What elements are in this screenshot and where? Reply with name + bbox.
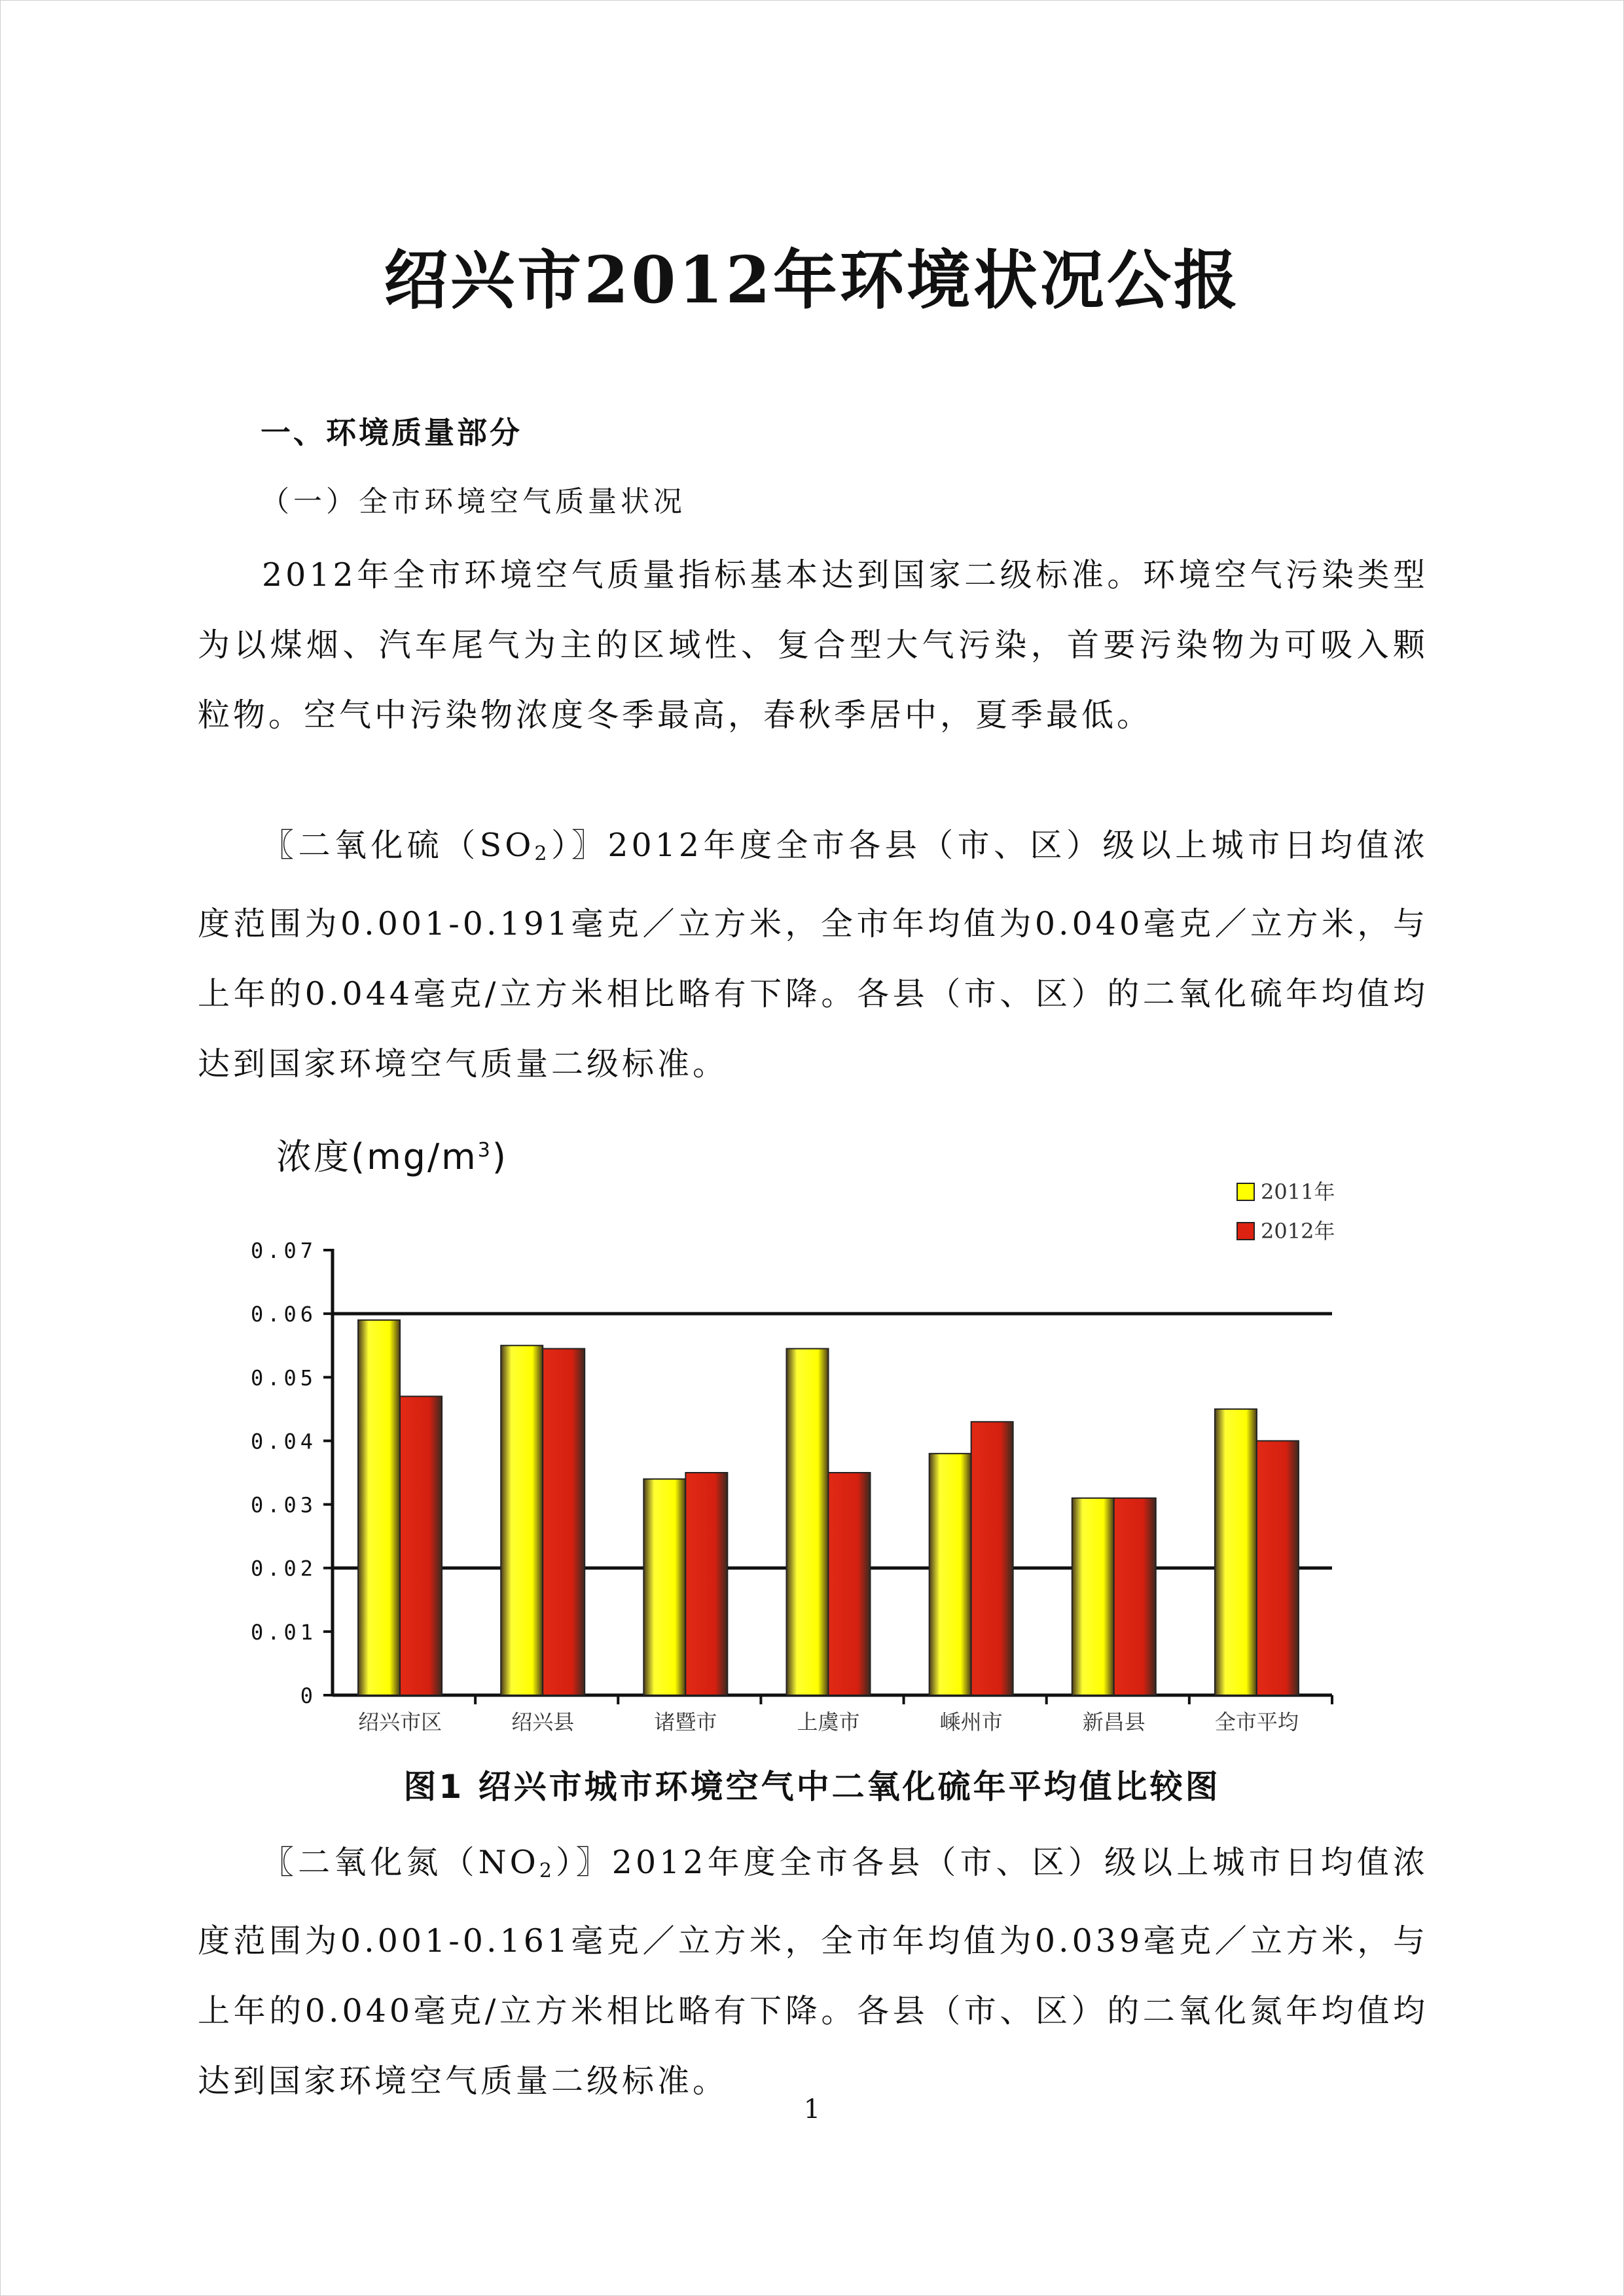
bar-2011 [1072,1498,1114,1695]
x-tick-label: 诸暨市 [654,1710,717,1734]
so2-label-close: ）〗 [550,827,608,864]
bar-2011 [358,1320,400,1695]
so2-bar-chart [249,1172,1375,1754]
y-tick-label: 0.01 [250,1619,317,1645]
page-title: 绍兴市2012年环境状况公报 [384,243,1240,318]
no2-label-open: 〖二氧化氮（NO [262,1844,539,1881]
bar-2012 [400,1396,442,1695]
no2-body: 2012年度全市各县（市、区）级以上城市日均值浓度范围为0.001-0.161毫克／立方米，全市年均值为0.039毫克／立方米，与上年的0.040毫克/立方米相比略有下降。各县（市、区）的二氧化氮年均值均达到国家环境空气质量二级标准。 [198,1844,1429,2100]
x-tick-label: 绍兴县 [511,1710,575,1734]
bar-2011 [787,1349,829,1695]
y-tick-label: 0.05 [250,1365,317,1391]
y-tick-label: 0.02 [250,1556,317,1581]
x-tick-label: 新昌县 [1082,1710,1146,1734]
y-axis-label-text: 浓度(mg/m [276,1136,478,1177]
no2-paragraph [198,1827,1428,2116]
y-tick-label: 0.06 [250,1302,317,1327]
bar-2012 [1257,1441,1299,1695]
bar-2012 [685,1473,727,1695]
so2-body: 2012年度全市各县（市、区）级以上城市日均值浓度范围为0.001-0.191毫克／立方米，全市年均值为0.040毫克／立方米，与上年的0.044毫克/立方米相比略有下降。各县（市、区）的二氧化硫年均值均达到国家环境空气质量二级标准。 [198,827,1428,1083]
x-tick-label: 上虞市 [797,1710,860,1734]
bar-2012 [1114,1498,1156,1695]
page-number: 1 [803,2094,821,2125]
section-heading: 一、环境质量部分 [261,415,522,450]
so2-label-open: 〖二氧化硫（SO [262,827,535,864]
figure-caption: 图1 绍兴市城市环境空气中二氧化硫年平均值比较图 [403,1768,1221,1806]
x-tick-label: 嵊州市 [939,1710,1003,1734]
so2-label-subscript: 2 [534,842,550,865]
subsection-heading: （一）全市环境空气质量状况 [261,485,686,518]
y-axis-label-close: ) [492,1136,508,1177]
no2-label-close: ）〗 [554,1844,612,1881]
bar-2012 [829,1473,871,1695]
y-tick-label: 0 [300,1683,317,1708]
bar-2011 [501,1346,543,1695]
legend-swatch [1237,1183,1254,1200]
y-tick-label: 0.07 [250,1238,317,1263]
y-axis-label-superscript: 3 [477,1139,492,1162]
intro-paragraph: 2012年全市环境空气质量指标基本达到国家二级标准。环境空气污染类型为以煤烟、汽车尾气为主的区域性、复合型大气污染，首要污染物为可吸入颗粒物。空气中污染物浓度冬季最高，春秋季居中，夏季最低。 [198,556,1428,734]
y-tick-label: 0.03 [250,1492,317,1518]
x-tick-label: 绍兴市区 [358,1710,442,1734]
y-tick-label: 0.04 [250,1429,317,1454]
legend-label: 2011年 [1261,1179,1335,1204]
bar-2012 [543,1349,585,1695]
bar-2011 [929,1454,971,1695]
so2-paragraph [198,810,1428,1099]
no2-label-subscript: 2 [539,1859,555,1882]
legend-label: 2012年 [1261,1219,1335,1244]
bar-2011 [1215,1409,1257,1695]
bar-2012 [971,1422,1013,1695]
bar-2011 [643,1479,685,1695]
x-tick-label: 全市平均 [1214,1710,1299,1734]
legend-swatch [1237,1223,1254,1240]
